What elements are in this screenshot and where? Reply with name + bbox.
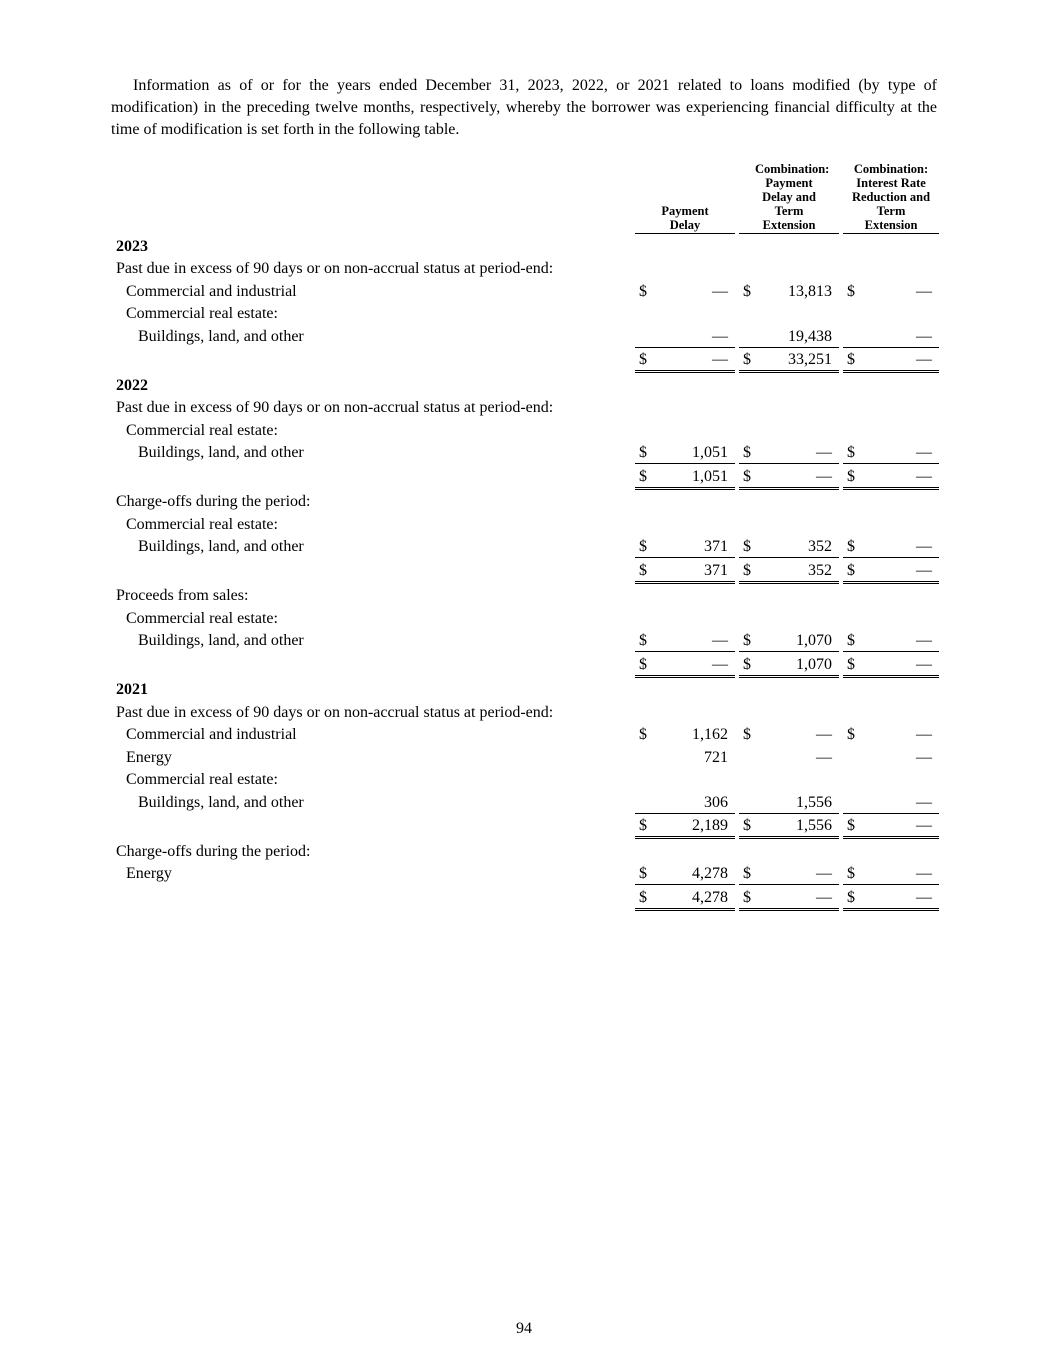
- dollar-sign: $: [743, 726, 752, 743]
- value-cell: —: [816, 726, 833, 743]
- table-row: [111, 606, 939, 629]
- table-row: [111, 441, 939, 464]
- loan-modifications-table: [111, 162, 939, 911]
- dollar-sign: $: [635, 557, 659, 584]
- row-label: Buildings, land, and other: [138, 327, 304, 345]
- total-cell: —: [867, 557, 939, 584]
- total-cell: —: [763, 463, 839, 490]
- total-cell: 1,556: [763, 813, 839, 840]
- section-label: Proceeds from sales:: [116, 587, 249, 604]
- section-row: [111, 839, 939, 862]
- value-cell: —: [712, 632, 729, 649]
- value-cell: —: [712, 327, 729, 345]
- row-label: Buildings, land, and other: [138, 793, 304, 811]
- dollar-sign: $: [743, 632, 752, 649]
- row-label: Energy: [126, 865, 172, 882]
- dollar-sign: $: [847, 538, 856, 555]
- dollar-sign: $: [635, 463, 659, 490]
- year-label: 2022: [116, 376, 148, 394]
- value-cell: 371: [704, 538, 729, 555]
- dollar-sign: $: [847, 632, 856, 649]
- row-label: Commercial real estate:: [126, 305, 278, 322]
- table-row: [111, 324, 939, 347]
- dollar-sign: $: [843, 347, 867, 374]
- total-cell: 33,251: [763, 347, 839, 374]
- dollar-sign: $: [843, 884, 867, 911]
- section-row: [111, 700, 939, 723]
- table-row: [111, 512, 939, 535]
- value-cell: 1,556: [796, 793, 833, 811]
- row-label: Commercial and industrial: [126, 726, 297, 743]
- dollar-sign: $: [843, 557, 867, 584]
- value-cell: 1,070: [796, 632, 833, 649]
- dollar-sign: $: [847, 282, 856, 300]
- total-cell: 1,070: [763, 651, 839, 678]
- dollar-sign: $: [639, 282, 647, 300]
- value-cell: —: [916, 748, 933, 766]
- total-cell: 352: [763, 557, 839, 584]
- dollar-sign: $: [847, 865, 856, 882]
- year-label: 2023: [116, 237, 148, 255]
- table-row: [111, 862, 939, 885]
- total-cell: —: [659, 651, 735, 678]
- year-row-2022: [111, 373, 939, 396]
- value-cell: —: [816, 865, 833, 882]
- dollar-sign: $: [739, 463, 763, 490]
- dollar-sign: $: [739, 651, 763, 678]
- dollar-sign: $: [843, 463, 867, 490]
- total-row: [111, 651, 939, 678]
- total-cell: —: [867, 347, 939, 374]
- total-cell: —: [867, 463, 939, 490]
- dollar-sign: $: [739, 813, 763, 840]
- dollar-sign: $: [843, 651, 867, 678]
- total-cell: —: [867, 813, 939, 840]
- dollar-sign: $: [739, 347, 763, 374]
- dollar-sign: $: [635, 651, 659, 678]
- dollar-sign: $: [739, 557, 763, 584]
- year-row-2023: [111, 234, 939, 257]
- value-cell: 721: [704, 748, 729, 766]
- header-combo-rate-term: Combination: Interest Rate Reduction and Term Extension: [843, 162, 939, 234]
- dollar-sign: $: [743, 282, 752, 300]
- value-cell: —: [916, 282, 933, 300]
- value-cell: 4,278: [692, 865, 729, 882]
- value-cell: 306: [704, 793, 729, 811]
- value-cell: 1,162: [692, 726, 729, 743]
- total-cell: —: [763, 884, 839, 911]
- header-combo-delay-term: Combination: Payment Delay and Term Extension: [739, 162, 839, 234]
- row-label: Buildings, land, and other: [138, 444, 304, 461]
- row-label: Commercial real estate:: [126, 771, 278, 788]
- value-cell: 1,051: [692, 444, 729, 461]
- dollar-sign: $: [847, 726, 856, 743]
- total-cell: 2,189: [659, 813, 735, 840]
- section-label: Charge-offs during the period:: [116, 493, 311, 510]
- total-cell: 1,051: [659, 463, 735, 490]
- dollar-sign: $: [639, 632, 647, 649]
- table-row: [111, 629, 939, 652]
- total-row: [111, 884, 939, 911]
- page-number: 94: [516, 1320, 532, 1337]
- value-cell: 13,813: [788, 282, 833, 300]
- table-row: [111, 279, 939, 302]
- section-row: [111, 396, 939, 419]
- value-cell: 19,438: [788, 327, 833, 345]
- table-row: [111, 723, 939, 746]
- section-row: [111, 257, 939, 280]
- table-row: [111, 745, 939, 768]
- section-label: Charge-offs during the period:: [116, 842, 311, 860]
- value-cell: —: [916, 538, 933, 555]
- total-row: [111, 347, 939, 374]
- value-cell: 352: [808, 538, 833, 555]
- table-row: [111, 418, 939, 441]
- row-label: Commercial real estate:: [126, 515, 278, 533]
- total-cell: 4,278: [659, 884, 735, 911]
- intro-paragraph: Information as of or for the years ended December 31, 2023, 2022, or 2021 related to loans modified (by type of modification) in the preceding twelve months, respectively, whereby the borrower was experiencing financial difficulty at the time of modification is set forth in the following table.: [111, 77, 937, 138]
- total-cell: 371: [659, 557, 735, 584]
- value-cell: —: [916, 632, 933, 649]
- column-header-row: [111, 162, 939, 234]
- header-payment-delay: Payment Delay: [635, 162, 735, 234]
- value-cell: —: [916, 444, 933, 461]
- total-cell: —: [659, 347, 735, 374]
- dollar-sign: $: [847, 444, 856, 461]
- year-row-2021: [111, 678, 939, 701]
- value-cell: —: [916, 726, 933, 743]
- row-label: Energy: [126, 748, 172, 766]
- total-row: [111, 557, 939, 584]
- section-label: Past due in excess of 90 days or on non-accrual status at period-end:: [116, 399, 554, 416]
- value-cell: —: [916, 865, 933, 882]
- table-row: [111, 535, 939, 558]
- value-cell: —: [712, 282, 729, 300]
- dollar-sign: $: [639, 444, 647, 461]
- total-row: [111, 463, 939, 490]
- total-row: [111, 813, 939, 840]
- dollar-sign: $: [743, 538, 752, 555]
- row-label: Buildings, land, and other: [138, 538, 304, 555]
- section-label: Past due in excess of 90 days or on non-accrual status at period-end:: [116, 260, 554, 277]
- value-cell: —: [816, 444, 833, 461]
- row-label: Commercial and industrial: [126, 282, 297, 300]
- dollar-sign: $: [635, 813, 659, 840]
- row-label: Commercial real estate:: [126, 609, 278, 627]
- table-row: [111, 768, 939, 791]
- dollar-sign: $: [843, 813, 867, 840]
- value-cell: —: [916, 793, 933, 811]
- total-cell: —: [867, 651, 939, 678]
- section-row: [111, 584, 939, 607]
- row-label: Commercial real estate:: [126, 421, 278, 439]
- table-row: [111, 302, 939, 325]
- section-label: Past due in excess of 90 days or on non-accrual status at period-end:: [116, 703, 554, 721]
- row-label: Buildings, land, and other: [138, 632, 304, 649]
- dollar-sign: $: [743, 865, 752, 882]
- dollar-sign: $: [635, 884, 659, 911]
- value-cell: —: [916, 327, 933, 345]
- table-row: [111, 790, 939, 813]
- dollar-sign: $: [739, 884, 763, 911]
- dollar-sign: $: [639, 726, 647, 743]
- dollar-sign: $: [743, 444, 752, 461]
- dollar-sign: $: [639, 865, 647, 882]
- value-cell: —: [816, 748, 833, 766]
- year-label: 2021: [116, 681, 148, 698]
- total-cell: —: [867, 884, 939, 911]
- dollar-sign: $: [635, 347, 659, 374]
- section-row: [111, 490, 939, 513]
- dollar-sign: $: [639, 538, 647, 555]
